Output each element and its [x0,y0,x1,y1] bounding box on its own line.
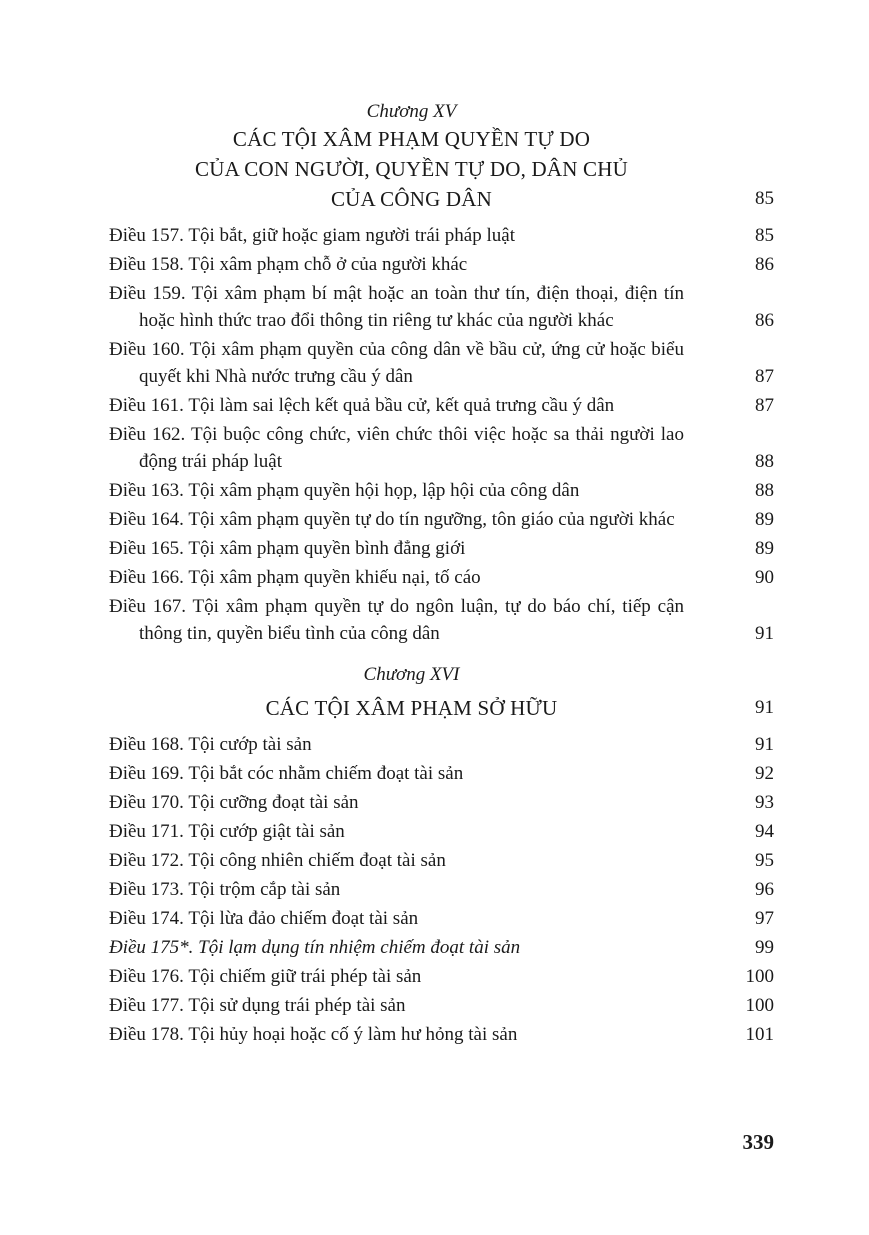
entry-page-number: 87 [755,395,774,416]
chapter-title [109,693,774,723]
entry-title: Điều 163. Tội xâm phạm quyền hội họp, lập hội của công dân [109,480,580,501]
entry-page-number: 86 [755,254,774,275]
entry-page-number: 90 [755,567,774,588]
toc-entry [109,905,774,932]
entry-page-number: 100 [745,966,774,987]
entry-page-number: 97 [755,908,774,929]
entry-title: Điều 172. Tội công nhiên chiếm đoạt tài sản [109,850,446,871]
entry-title: Điều 177. Tội sử dụng trái phép tài sản [109,995,406,1016]
toc-entry [109,222,774,249]
chapter-title-line: CỦA CON NGƯỜI, QUYỀN TỰ DO, DÂN CHỦ [195,157,628,181]
entry-title: Điều 158. Tội xâm phạm chỗ ở của người khác [109,254,468,275]
chapter-label: Chương XVI [363,664,460,685]
entry-page-number: 95 [755,850,774,871]
toc-entry [109,963,774,990]
entry-title: Điều 173. Tội trộm cắp tài sản [109,879,341,900]
entry-page-number: 87 [755,366,774,387]
entry-title: Điều 164. Tội xâm phạm quyền tự do tín ngưỡng, tôn giáo của người khác [109,509,675,530]
toc-entry [109,992,774,1019]
chapter-label: Chương XV [366,101,457,122]
chapter-page-number: 85 [755,188,774,209]
entry-title: Điều 175*. Tội lạm dụng tín nhiệm chiếm đoạt tài sản [109,937,521,958]
entry-page-number: 100 [745,995,774,1016]
entry-title: Điều 166. Tội xâm phạm quyền khiếu nại, tố cáo [109,567,481,588]
toc-entry [109,1021,774,1048]
entry-page-number: 89 [755,538,774,559]
entry-page-number: 91 [755,734,774,755]
toc-entry [109,477,774,504]
entry-page-number: 99 [755,937,774,958]
entry-page-number: 89 [755,509,774,530]
entry-title: Điều 162. Tội buộc công chức, viên chức thôi việc hoặc sa thải người lao động trái pháp luật [109,424,684,472]
entry-page-number: 92 [755,763,774,784]
chapter-title [109,124,774,214]
chapter-title-line: CÁC TỘI XÂM PHẠM SỞ HỮU [265,696,558,720]
entry-page-number: 91 [755,623,774,644]
toc-entry [109,847,774,874]
toc-entry [109,876,774,903]
entry-title: Điều 174. Tội lừa đảo chiếm đoạt tài sản [109,908,419,929]
entry-page-number: 93 [755,792,774,813]
entry-title: Điều 165. Tội xâm phạm quyền bình đẳng giới [109,538,466,559]
toc-entry [109,593,774,647]
toc-entry [109,564,774,591]
entry-title: Điều 170. Tội cưỡng đoạt tài sản [109,792,359,813]
entry-title: Điều 168. Tội cướp tài sản [109,734,312,755]
toc-entry [109,392,774,419]
entry-title: Điều 178. Tội hủy hoại hoặc cố ý làm hư hỏng tài sản [109,1024,518,1045]
entry-title: Điều 161. Tội làm sai lệch kết quả bầu cử, kết quả trưng cầu ý dân [109,395,615,416]
entry-title: Điều 167. Tội xâm phạm quyền tự do ngôn luận, tự do báo chí, tiếp cận thông tin, quyền biểu tình của công dân [109,596,684,644]
chapter-page-number: 91 [755,697,774,718]
toc-entry [109,789,774,816]
entry-page-number: 96 [755,879,774,900]
entry-title: Điều 157. Tội bắt, giữ hoặc giam người trái pháp luật [109,225,515,246]
entry-page-number: 86 [755,310,774,331]
toc-entry [109,818,774,845]
toc-entry [109,280,774,334]
toc-entry [109,760,774,787]
entry-title: Điều 169. Tội bắt cóc nhằm chiếm đoạt tài sản [109,763,464,784]
chapter-title-line: CÁC TỘI XÂM PHẠM QUYỀN TỰ DO [232,127,591,151]
entry-page-number: 101 [745,1024,774,1045]
entry-title: Điều 171. Tội cướp giật tài sản [109,821,345,842]
entry-page-number: 85 [755,225,774,246]
chapter-title-line: CỦA CÔNG DÂN [330,187,493,211]
toc-entry [109,421,774,475]
entry-page-number: 88 [755,480,774,501]
toc-entry [109,934,774,961]
entry-page-number: 94 [755,821,774,842]
entry-title: Điều 176. Tội chiếm giữ trái phép tài sản [109,966,422,987]
page-number: 339 [742,1130,774,1154]
toc-entry [109,251,774,278]
entry-title: Điều 160. Tội xâm phạm quyền của công dân về bầu cử, ứng cử hoặc biểu quyết khi Nhà nước trưng cầu ý dân [109,339,684,387]
toc-entry [109,731,774,758]
entry-page-number: 88 [755,451,774,472]
table-of-contents [109,100,774,1050]
toc-entry [109,506,774,533]
entry-title: Điều 159. Tội xâm phạm bí mật hoặc an toàn thư tín, điện thoại, điện tín hoặc hình thức trao đổi thông tin riêng tư khác của người khác [109,283,684,331]
toc-entry [109,336,774,390]
toc-entry [109,535,774,562]
